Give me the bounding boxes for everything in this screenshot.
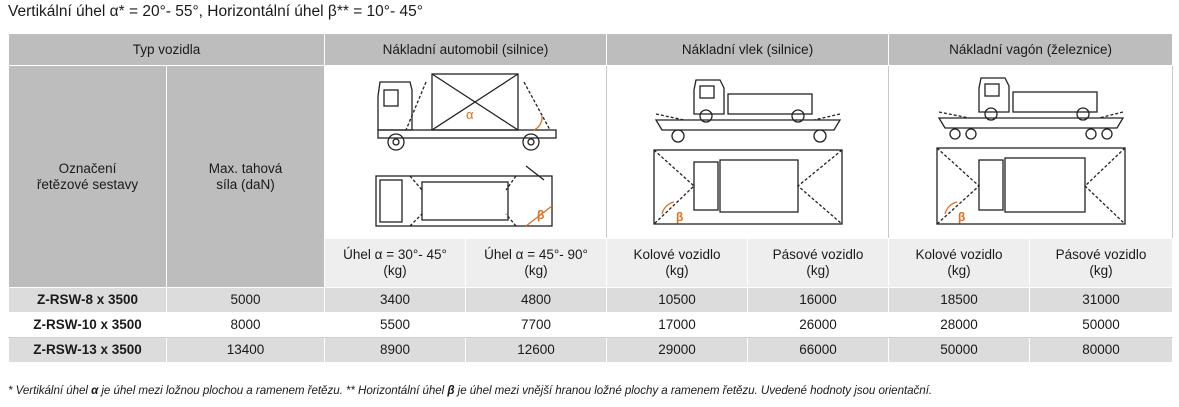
row-value: 18500	[889, 288, 1030, 313]
sub-header: Kolové vozidlo (kg)	[889, 239, 1030, 288]
truck-diagram	[325, 66, 607, 239]
beta-symbol: β	[447, 384, 455, 397]
truck-wheel	[388, 134, 404, 150]
row-value: 3400	[325, 288, 466, 313]
row-value: 29000	[607, 338, 748, 363]
row-force: 13400	[167, 338, 325, 363]
load-table	[8, 33, 1173, 363]
truck-window	[384, 90, 398, 106]
alpha-mark: α	[466, 107, 474, 122]
wagon-diagram	[889, 66, 1173, 239]
row-name: Z-RSW-13 x 3500	[9, 338, 167, 363]
page-heading: Vertikální úhel α* = 20°- 55°, Horizontální úhel β** = 10°- 45°	[8, 3, 423, 20]
row-value: 66000	[748, 338, 889, 363]
sub-header: Úhel α = 45°- 90° (kg)	[466, 239, 607, 288]
trailer-platform	[656, 120, 840, 130]
footnote: * Vertikální úhel α je úhel mezi ložnou plochou a ramenem řetězu. ** Horizontální úhel β je úhel mezi vnější hranou ložné plochy a ramenem řetězu. Uvedené hodnoty jsou orientační.	[8, 384, 933, 397]
table-row	[9, 288, 1173, 313]
row-value: 8900	[325, 338, 466, 363]
row-value: 10500	[607, 288, 748, 313]
alpha-symbol: α	[91, 384, 99, 397]
trailer-diagram	[607, 66, 889, 239]
row-value: 80000	[1030, 338, 1173, 363]
row-value: 50000	[889, 338, 1030, 363]
sub-header: Pásové vozidlo (kg)	[1030, 239, 1173, 288]
row-value: 12600	[466, 338, 607, 363]
chain-right	[524, 82, 550, 130]
chain-set-label: Označení řetězové sestavy	[9, 66, 167, 288]
row-force: 8000	[167, 313, 325, 338]
beta-mark: β	[958, 210, 966, 224]
trailer-header: Nákladní vlek (silnice)	[607, 34, 889, 66]
row-value: 28000	[889, 313, 1030, 338]
row-name: Z-RSW-10 x 3500	[9, 313, 167, 338]
sub-header: Kolové vozidlo (kg)	[607, 239, 748, 288]
row-value: 4800	[466, 288, 607, 313]
row-value: 16000	[748, 288, 889, 313]
beta-mark: β	[537, 208, 545, 222]
table-row	[9, 313, 1173, 338]
row-value: 7700	[466, 313, 607, 338]
table-row	[9, 338, 1173, 363]
row-value: 50000	[1030, 313, 1173, 338]
row-name: Z-RSW-8 x 3500	[9, 288, 167, 313]
sub-header: Úhel α = 30°- 45° (kg)	[325, 239, 466, 288]
wagon-truck-cab	[979, 78, 1009, 112]
wagon-platform	[939, 118, 1123, 128]
row-value: 31000	[1030, 288, 1173, 313]
truck-wheel	[523, 134, 539, 150]
max-force-label: Max. tahová síla (daN)	[167, 66, 325, 288]
vehicle-type-header: Typ vozidla	[9, 34, 325, 66]
chain-left	[406, 82, 426, 130]
truck-header: Nákladní automobil (silnice)	[325, 34, 607, 66]
row-value: 5500	[325, 313, 466, 338]
truck-diagram-svg	[366, 68, 566, 236]
row-value: 17000	[607, 313, 748, 338]
truck-top-cab	[380, 180, 402, 222]
trailer-truck-bed	[728, 94, 812, 114]
row-force: 5000	[167, 288, 325, 313]
row-value: 26000	[748, 313, 889, 338]
trailer-truck-cab	[694, 80, 724, 114]
wagon-header: Nákladní vagón (železnice)	[889, 34, 1173, 66]
beta-mark: β	[676, 210, 684, 224]
sub-header: Pásové vozidlo (kg)	[748, 239, 889, 288]
